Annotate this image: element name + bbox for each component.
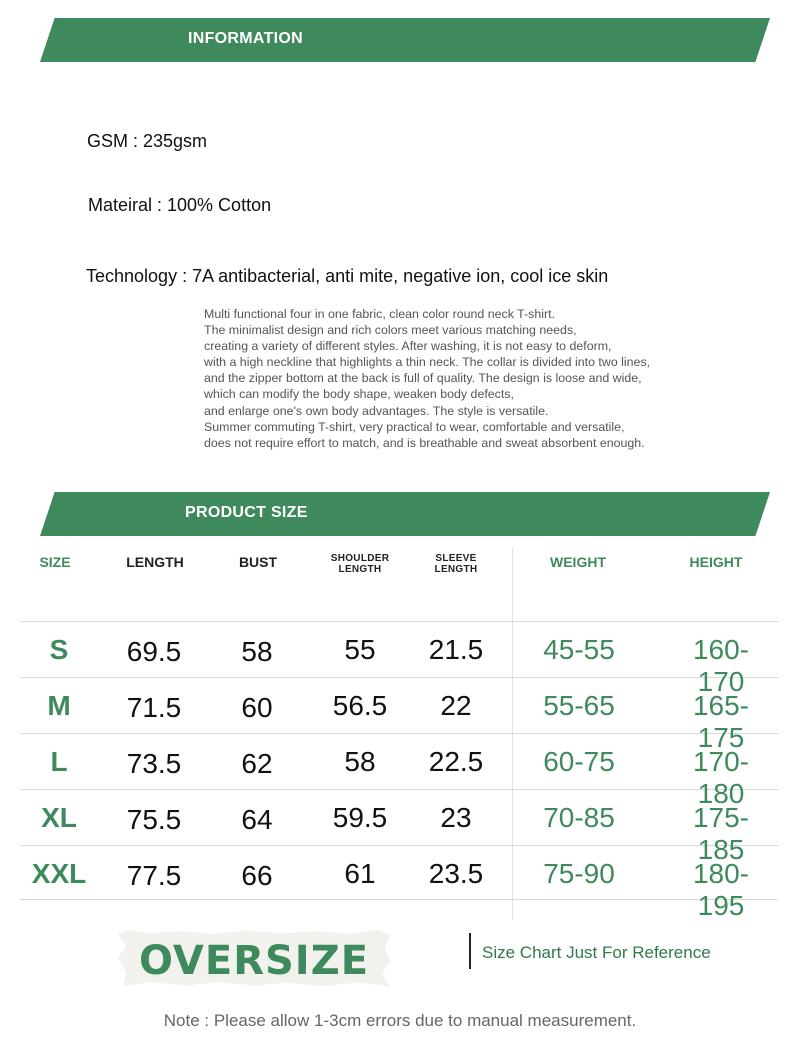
- cell-sleeve: 23.5: [428, 858, 484, 889]
- description-line: and enlarge one's own body advantages. The style is versatile.: [204, 403, 549, 418]
- spec-gsm: GSM : 235gsm: [87, 131, 208, 151]
- cell-size: S: [49, 634, 69, 665]
- row-divider: [20, 899, 778, 900]
- cell-height: 180-195: [692, 858, 750, 921]
- information-banner: [40, 18, 770, 62]
- cell-shoulder: 58: [344, 746, 376, 777]
- cell-bust: 58: [241, 636, 273, 667]
- cell-weight: 55-65: [543, 690, 615, 721]
- cell-shoulder: 56.5: [332, 690, 388, 721]
- header-sleeve-line2: LENGTH: [434, 564, 478, 575]
- description-line: Multi functional four in one fabric, clean color round neck T-shirt.: [204, 307, 556, 321]
- cell-size: XL: [41, 802, 77, 833]
- measurement-note: Note : Please allow 1-3cm errors due to manual measurement.: [163, 1011, 637, 1030]
- cell-sleeve: 21.5: [428, 634, 484, 665]
- oversize-text: OVERSIZE: [138, 938, 370, 984]
- spec-technology: Technology : 7A antibacterial, anti mite, negative ion, cool ice skin: [86, 266, 609, 286]
- cell-weight: 70-85: [543, 802, 615, 833]
- cell-size: XXL: [31, 858, 87, 889]
- description-line: creating a variety of different styles. After washing, it is not easy to deform,: [204, 339, 612, 354]
- row-divider: [20, 845, 778, 846]
- cell-shoulder: 55: [344, 634, 376, 665]
- cell-weight: 60-75: [543, 746, 615, 777]
- header-height: HEIGHT: [689, 554, 743, 570]
- cell-bust: 64: [241, 804, 273, 835]
- header-length: LENGTH: [126, 554, 184, 570]
- description-line: which can modify the body shape, weaken body defects,: [204, 387, 514, 402]
- cell-weight: 75-90: [543, 858, 615, 889]
- header-shoulder-line2: LENGTH: [338, 564, 382, 575]
- oversize-badge: [118, 930, 390, 986]
- cell-bust: 62: [241, 748, 273, 779]
- cell-sleeve: 23: [440, 802, 472, 833]
- cell-size: L: [50, 746, 68, 777]
- description-line: with a high neckline that highlights a thin neck. The collar is divided into two lines,: [204, 355, 651, 370]
- row-divider: [20, 677, 778, 678]
- header-sleeve-length: [406, 553, 506, 575]
- cell-weight: 45-55: [543, 634, 615, 665]
- banner-bar: [40, 18, 770, 62]
- cell-length: 71.5: [126, 692, 182, 723]
- header-shoulder-line1: SHOULDER: [330, 553, 390, 564]
- cell-bust: 66: [241, 860, 273, 891]
- row-divider: [20, 733, 778, 734]
- cell-height: 170-180: [692, 746, 750, 809]
- cell-height: 160-170: [692, 634, 750, 697]
- spec-material: Mateiral : 100% Cotton: [88, 195, 272, 215]
- product-size-banner: [40, 492, 770, 536]
- header-bust: BUST: [238, 554, 278, 570]
- cell-shoulder: 61: [344, 858, 376, 889]
- header-weight: WEIGHT: [550, 554, 606, 570]
- cell-height: 165-175: [692, 690, 750, 753]
- information-title: INFORMATION: [188, 30, 303, 47]
- column-divider: [512, 548, 513, 920]
- description-line: Summer commuting T-shirt, very practical to wear, comfortable and versatile,: [204, 419, 625, 434]
- cell-sleeve: 22.5: [428, 746, 484, 777]
- description-line: and the zipper bottom at the back is full of quality. The design is loose and wide,: [204, 371, 642, 386]
- product-description: [204, 306, 650, 451]
- row-divider: [20, 789, 778, 790]
- reference-separator: [469, 933, 471, 969]
- header-shoulder-length: [310, 553, 410, 575]
- description-line: The minimalist design and rich colors meet various matching needs,: [204, 323, 577, 338]
- product-size-title: PRODUCT SIZE: [185, 504, 308, 521]
- cell-size: M: [47, 690, 71, 721]
- banner-bar: [40, 492, 770, 536]
- cell-length: 75.5: [126, 804, 182, 835]
- cell-length: 77.5: [126, 860, 182, 891]
- cell-sleeve: 22: [440, 690, 472, 721]
- cell-length: 73.5: [126, 748, 182, 779]
- cell-height: 175-185: [692, 802, 750, 865]
- header-size: SIZE: [39, 554, 71, 570]
- cell-shoulder: 59.5: [332, 802, 388, 833]
- row-divider: [20, 621, 778, 622]
- description-line: does not require effort to match, and is breathable and sweat absorbent enough.: [204, 435, 645, 450]
- cell-length: 69.5: [126, 636, 182, 667]
- header-sleeve-line1: SLEEVE: [435, 553, 477, 564]
- cell-bust: 60: [241, 692, 273, 723]
- reference-text: Size Chart Just For Reference: [482, 943, 711, 962]
